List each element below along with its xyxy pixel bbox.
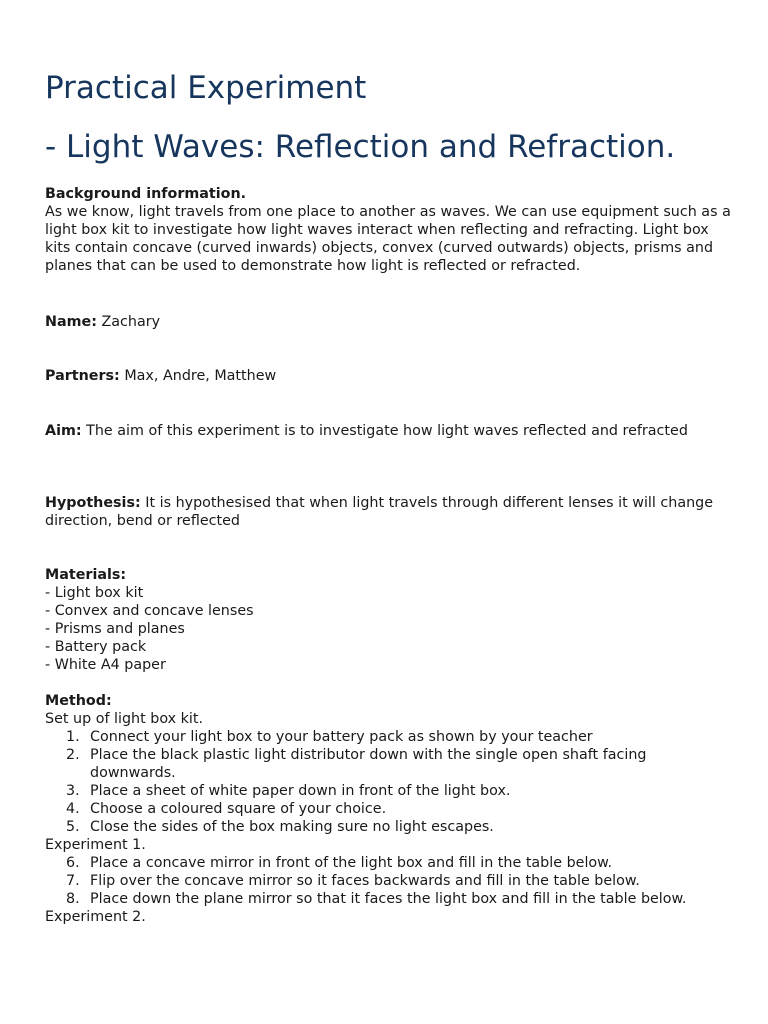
hypothesis-label: Hypothesis: [45,495,141,511]
aim-label: Aim: [45,423,82,439]
list-item: 2. Place the black plastic light distributor down with the single open shaft facing downwards. [66,747,647,781]
partners-value: Max, Andre, Matthew [124,368,277,384]
method-section [45,692,735,926]
experiment-2-heading: Experiment 2. [45,909,146,925]
setup-steps [45,728,735,836]
material-item: - Convex and concave lenses [45,603,254,619]
list-item: 1. Connect your light box to your battery pack as shown by your teacher [66,729,593,745]
material-item: - Battery pack [45,639,147,655]
material-item: - Prisms and planes [45,621,185,637]
list-item: 4. Choose a coloured square of your choice. [66,801,387,817]
aim-value: The aim of this experiment is to investigate how light waves reflected and refracted [86,423,688,439]
hypothesis-field [45,494,735,530]
materials-section [45,566,735,674]
name-field [45,313,735,331]
experiment-1-heading: Experiment 1. [45,837,146,853]
list-item: 6. Place a concave mirror in front of the light box and fill in the table below. [66,855,613,871]
material-item: - Light box kit [45,585,144,601]
partners-field [45,367,735,385]
title-line-1: Practical Experiment [45,70,367,106]
materials-heading: Materials: [45,567,127,583]
setup-heading: Set up of light box kit. [45,711,204,727]
background-section [45,185,735,275]
list-item: 7. Flip over the concave mirror so it faces backwards and fill in the table below. [66,873,640,889]
experiment-1-steps [45,854,735,908]
list-item: 8. Place down the plane mirror so that it faces the light box and fill in the table below. [66,891,687,907]
aim-field [45,422,735,440]
list-item: 5. Close the sides of the box making sure no light escapes. [66,819,494,835]
method-heading: Method: [45,693,112,709]
background-text: As we know, light travels from one place to another as waves. We can use equipment such as a light box kit to investigate how light waves interact when reflecting and refracting. Light box kits contain concave (curved inwards) objects, convex (curved outwards) objects, prisms and planes that can be used to demonstrate how light is reflected or refracted. [45,204,731,274]
background-heading: Background information. [45,186,247,202]
name-label: Name: [45,314,97,330]
material-item: - White A4 paper [45,657,166,673]
partners-label: Partners: [45,368,120,384]
name-value: Zachary [101,314,161,330]
title-line-2: - Light Waves: Reflection and Refraction. [45,129,676,165]
hypothesis-value: It is hypothesised that when light travels through different lenses it will change direction, bend or reflected [45,495,714,529]
list-item: 3. Place a sheet of white paper down in front of the light box. [66,783,511,799]
